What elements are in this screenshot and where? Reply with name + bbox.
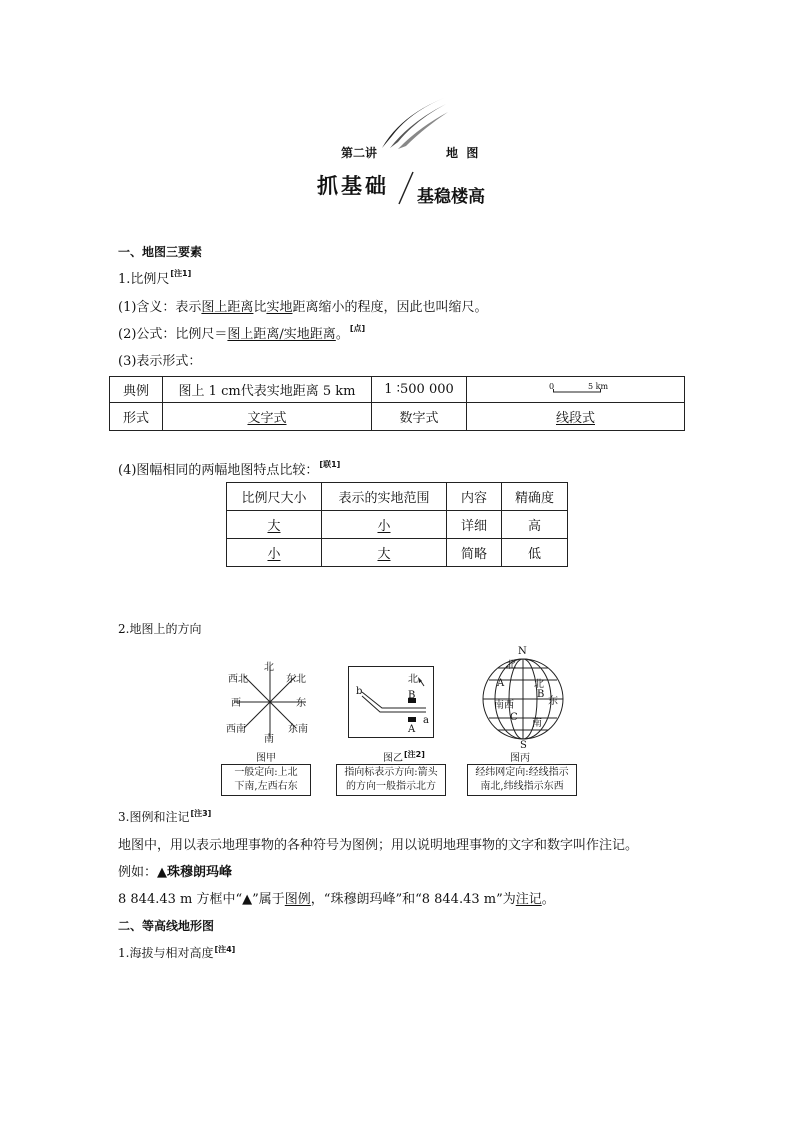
table-cell <box>322 539 447 567</box>
scale-meaning-post: 距离缩小的程度，因此也叫缩尺。 <box>292 300 488 315</box>
arrow-map <box>348 666 434 738</box>
item-scale-text: 1.比例尺 <box>118 272 170 287</box>
figure-b-caption <box>336 764 446 796</box>
globe-nanxi: 南西 <box>494 700 514 711</box>
caption-line: 一般定向:上北 <box>234 767 298 778</box>
cell-value: 小 <box>267 547 281 562</box>
form-text: 文字式 <box>247 411 287 426</box>
road-a-label: a <box>423 715 429 726</box>
table-header: 内容 <box>447 483 502 511</box>
table-row <box>227 539 568 567</box>
dir-sw: 西南 <box>226 724 246 735</box>
cell-value: 大 <box>377 547 391 562</box>
caption-line: 南北,纬线指示东西 <box>480 781 564 792</box>
figure-a-caption <box>221 764 311 796</box>
table-cell <box>322 511 447 539</box>
compare-table <box>226 482 568 567</box>
globe-bei-left: 北 <box>506 660 516 671</box>
scale-formula-ul: 图上距离/实地距离 <box>227 327 336 342</box>
legend-title <box>118 808 211 825</box>
explain-ul2: 注记 <box>515 892 542 907</box>
compare-text: (4)图幅相同的两幅地图特点比较： <box>118 463 319 478</box>
legend-paragraph: 地图中，用以表示地理事物的各种符号为图例；用以说明地理事物的文字和数字叫作注记。 <box>118 838 639 853</box>
item-scale-title <box>118 268 191 287</box>
banner-left: 抓基础 <box>317 174 389 198</box>
globe-bei-right: 北 <box>534 679 544 690</box>
table-cell: 详细 <box>447 511 502 539</box>
caption-line: 的方向一般指示北方 <box>346 781 436 792</box>
scale-meaning-ul1: 图上距离 <box>201 300 254 315</box>
explain-post: 。 <box>541 892 555 907</box>
scale-forms-table <box>109 376 685 431</box>
compare-label <box>118 459 340 478</box>
cell-value: 大 <box>267 519 281 534</box>
line-scale-label: 5 km <box>588 381 609 391</box>
banner-right: 基稳楼高 <box>417 187 485 207</box>
table-cell: 高 <box>502 511 568 539</box>
dir-s: 南 <box>264 734 274 745</box>
scale-meaning-mid: 比 <box>253 300 267 315</box>
note-badge: [联1] <box>319 460 341 469</box>
figure-b-label: 图乙[注2] <box>383 750 425 764</box>
dir-ne: 东北 <box>286 674 306 685</box>
globe-c: C <box>510 712 518 723</box>
globe-dong: 东 <box>548 696 558 707</box>
altitude-title-text: 1.海拔与相对高度 <box>118 946 214 960</box>
globe-n: N <box>518 646 527 657</box>
table-cell <box>227 511 322 539</box>
road-b-label: b <box>356 686 363 697</box>
form-line: 线段式 <box>555 411 595 426</box>
north-label: 北 <box>408 674 418 685</box>
line-scale-zero: 0 <box>549 381 555 391</box>
table-row <box>227 511 568 539</box>
cell-value: 小 <box>377 519 391 534</box>
table-cell <box>467 403 685 431</box>
note-badge: [注4] <box>214 945 236 954</box>
table-header: 比例尺大小 <box>227 483 322 511</box>
dir-w: 西 <box>231 698 241 709</box>
scale-meaning-pre: (1)含义：表示 <box>118 300 202 315</box>
scale-formula <box>118 323 365 342</box>
point-b-label: B <box>408 690 416 701</box>
note-badge: [点] <box>349 324 366 333</box>
figure-c-label: 图丙 <box>510 753 530 764</box>
table-row-head: 形式 <box>110 403 163 431</box>
legend-example <box>118 861 232 880</box>
scale-formula-post: 。 <box>335 327 349 342</box>
table-cell <box>163 403 372 431</box>
header-swoosh <box>380 96 450 151</box>
scale-meaning <box>118 296 487 315</box>
figure-a-label: 图甲 <box>256 753 276 764</box>
note-badge: [注1] <box>170 269 192 278</box>
note-badge: [注3] <box>190 809 212 818</box>
globe-a: A <box>497 678 505 689</box>
table-cell <box>227 539 322 567</box>
dir-se: 东南 <box>288 724 308 735</box>
table-cell: 数字式 <box>372 403 467 431</box>
dir-nw: 西北 <box>228 674 248 685</box>
globe-nan: 南 <box>532 718 542 729</box>
altitude-title <box>118 944 235 961</box>
globe-b: B <box>537 689 545 700</box>
point-a-label: A <box>408 724 416 735</box>
direction-title: 2.地图上的方向 <box>118 622 202 636</box>
dir-n: 北 <box>264 662 274 673</box>
globe-s: S <box>520 740 527 751</box>
table-row-head: 典例 <box>110 377 163 403</box>
legend-explain <box>118 888 555 907</box>
scale-forms-label: (3)表示形式： <box>118 354 202 369</box>
legend-title-text: 3.图例和注记 <box>118 810 190 824</box>
caption-line: 指向标表示方向:箭头 <box>344 767 438 778</box>
table-cell: 简略 <box>447 539 502 567</box>
table-header: 表示的实地范围 <box>322 483 447 511</box>
table-cell: 1 ∶500 000 <box>372 377 467 403</box>
explain-ul1: 图例 <box>284 892 311 907</box>
banner-slash <box>397 170 415 206</box>
scale-meaning-ul2: 实地 <box>266 300 293 315</box>
example-peak: ▲珠穆朗玛峰 <box>157 865 233 880</box>
caption-line: 经纬网定向:经线指示 <box>475 767 569 778</box>
note-badge: [注2] <box>404 750 425 759</box>
explain-pre: 8 844.43 m 方框中“▲”属于 <box>118 892 285 907</box>
table-cell: 低 <box>502 539 568 567</box>
section-heading-1: 一、地图三要素 <box>118 245 203 259</box>
table-header: 精确度 <box>502 483 568 511</box>
table-cell: 图上 1 cm代表实地距离 5 km <box>163 377 372 403</box>
example-prefix: 例如： <box>118 865 158 880</box>
line-scale-cell <box>467 377 685 403</box>
lecture-number: 第二讲 <box>341 146 378 160</box>
lecture-title: 地 图 <box>446 146 479 160</box>
dir-e: 东 <box>296 698 306 709</box>
explain-mid: ，“珠穆朗玛峰”和“8 844.43 m”为 <box>310 892 516 907</box>
section-heading-2: 二、等高线地形图 <box>118 919 215 933</box>
scale-formula-pre: (2)公式：比例尺＝ <box>118 327 228 342</box>
caption-line: 下南,左西右东 <box>234 781 298 792</box>
figure-c-caption <box>467 764 577 796</box>
